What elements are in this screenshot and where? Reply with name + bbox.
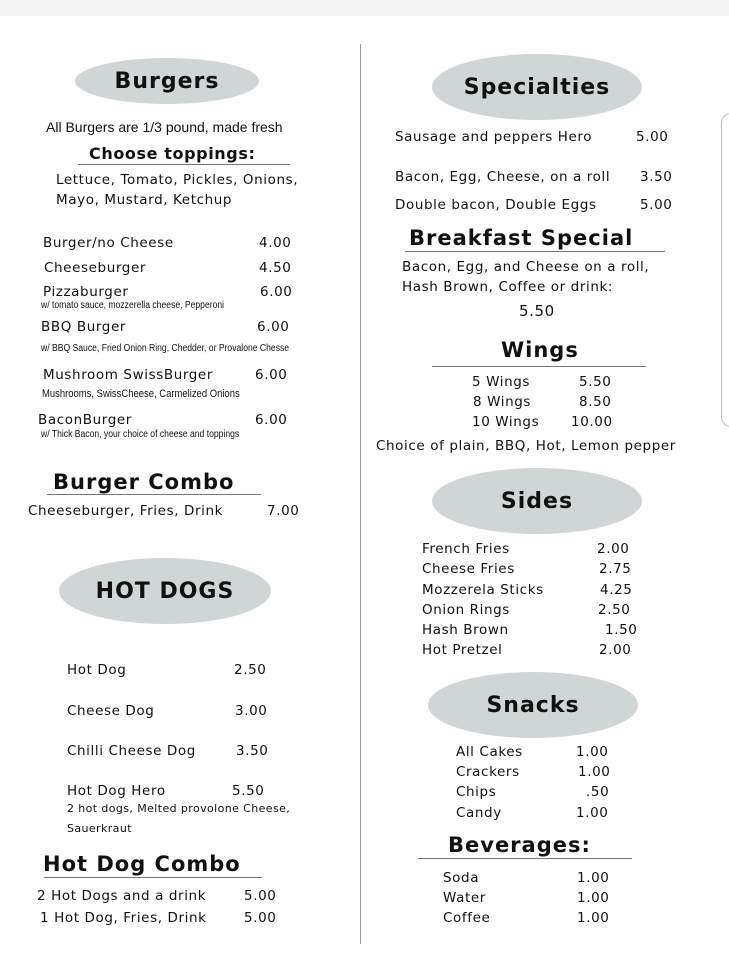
menu-item-name: Hot Dog (67, 662, 127, 678)
beverages-title: Beverages: (448, 833, 591, 857)
menu-item-name: 2 Hot Dogs and a drink (37, 888, 207, 904)
menu-item-price: 5.00 (244, 888, 277, 904)
menu-item-price: 2.50 (234, 662, 267, 678)
menu-item-price: 6.00 (257, 319, 290, 335)
menu-item-price: 1.00 (578, 764, 611, 780)
menu-item-price: .50 (586, 784, 610, 800)
menu-item-price: 4.00 (259, 235, 292, 251)
menu-item-price: 1.00 (577, 910, 610, 926)
breakfast-special-rule (405, 251, 665, 252)
menu-item-name: Burger/no Cheese (43, 235, 174, 251)
toppings-line-2: Mayo, Mustard, Ketchup (56, 192, 233, 208)
breakfast-line-2: Hash Brown, Coffee or drink: (402, 279, 614, 295)
burgers-title: Burgers (75, 58, 259, 104)
menu-item-price: 3.50 (236, 743, 269, 759)
menu-item-name: Candy (456, 805, 502, 821)
menu-item-price: 5.00 (636, 129, 669, 145)
menu-item-desc: w/ Thick Bacon, your choice of cheese and toppings (41, 429, 240, 440)
beverages-rule (418, 858, 632, 859)
menu-item-name: Cheeseburger (44, 260, 146, 276)
menu-item-name: Double bacon, Double Eggs (395, 197, 597, 213)
menu-item-price: 1.00 (577, 870, 610, 886)
menu-item-name: 10 Wings (472, 414, 540, 430)
hot-dog-combo-rule (44, 877, 262, 878)
wings-note: Choice of plain, BBQ, Hot, Lemon pepper (376, 438, 676, 454)
hot-dogs-title: HOT DOGS (59, 558, 271, 624)
wings-rule (432, 366, 646, 367)
specialties-title: Specialties (432, 54, 642, 120)
column-divider (360, 44, 361, 944)
menu-item-price: 7.00 (267, 503, 300, 519)
menu-item-price: 5.00 (244, 910, 277, 926)
menu-item-price: 1.50 (605, 622, 638, 638)
toppings-title: Choose toppings: (89, 144, 256, 163)
menu-item-name: Sausage and peppers Hero (395, 129, 593, 145)
menu-item-price: 5.50 (232, 783, 265, 799)
menu-item-price: 1.00 (577, 890, 610, 906)
hot-dog-combo-title: Hot Dog Combo (43, 852, 241, 876)
breakfast-price: 5.50 (519, 302, 555, 320)
scrollbar-edge[interactable] (721, 113, 729, 427)
menu-item-name: Bacon, Egg, Cheese, on a roll (395, 169, 611, 185)
menu-item-name: Hot Dog Hero (67, 783, 166, 799)
menu-item-desc: Mushrooms, SwissCheese, Carmelized Onions (42, 388, 240, 400)
menu-item-price: 2.00 (597, 541, 630, 557)
menu-item-price: 2.75 (599, 561, 632, 577)
menu-item-price: 1.00 (576, 744, 609, 760)
menu-item-price: 10.00 (571, 414, 613, 430)
burger-combo-title: Burger Combo (53, 470, 235, 494)
menu-item-name: 8 Wings (473, 394, 532, 410)
menu-item-name: Chilli Cheese Dog (67, 743, 196, 759)
menu-item-name: Hash Brown (422, 622, 509, 638)
menu-item-name: Mozzerela Sticks (422, 582, 544, 598)
menu-item-desc: 2 hot dogs, Melted provolone Cheese, (67, 802, 291, 815)
menu-item-name: Coffee (443, 910, 491, 926)
menu-item-desc: w/ tomato sauce, mozzerella cheese, Pepperoni (41, 300, 225, 311)
breakfast-special-title: Breakfast Special (409, 226, 634, 250)
menu-item-name: Cheese Dog (67, 703, 155, 719)
menu-item-desc: Sauerkraut (67, 822, 132, 835)
menu-item-name: Soda (443, 870, 480, 886)
menu-item-price: 4.50 (259, 260, 292, 276)
menu-item-name: Water (443, 890, 486, 906)
burger-combo-rule (47, 494, 261, 495)
menu-item-name: Mushroom SwissBurger (43, 367, 213, 383)
menu-item-price: 6.00 (255, 367, 288, 383)
menu-item-name: 5 Wings (472, 374, 531, 390)
breakfast-line-1: Bacon, Egg, and Cheese on a roll, (402, 259, 650, 275)
menu-item-name: Pizzaburger (43, 284, 129, 300)
menu-item-name: Cheeseburger, Fries, Drink (28, 503, 224, 519)
menu-item-price: 2.50 (598, 602, 631, 618)
menu-item-name: All Cakes (456, 744, 523, 760)
menu-item-price: 6.00 (255, 412, 288, 428)
menu-item-price: 5.00 (640, 197, 673, 213)
burgers-note: All Burgers are 1/3 pound, made fresh (46, 119, 283, 135)
menu-item-name: 1 Hot Dog, Fries, Drink (40, 910, 207, 926)
toppings-line-1: Lettuce, Tomato, Pickles, Onions, (56, 172, 299, 188)
sides-title: Sides (432, 468, 642, 534)
menu-item-name: Crackers (456, 764, 520, 780)
menu-item-price: 3.50 (640, 169, 673, 185)
menu-item-name: Hot Pretzel (422, 642, 503, 658)
menu-item-name: BaconBurger (38, 412, 132, 428)
menu-item-price: 5.50 (579, 374, 612, 390)
menu-item-price: 6.00 (260, 284, 293, 300)
menu-item-name: Cheese Fries (422, 561, 515, 577)
menu-item-name: Chips (456, 784, 497, 800)
menu-item-name: Onion Rings (422, 602, 510, 618)
menu-item-name: BBQ Burger (41, 319, 126, 335)
menu-item-price: 2.00 (599, 642, 632, 658)
wings-title: Wings (501, 338, 579, 362)
menu-item-desc: w/ BBQ Sauce, Fried Onion Ring, Chedder, or Provalone Chesse (41, 343, 290, 354)
toppings-rule (78, 164, 290, 165)
snacks-title: Snacks (428, 672, 638, 738)
menu-item-price: 8.50 (579, 394, 612, 410)
menu-item-price: 4.25 (600, 582, 633, 598)
menu-item-price: 3.00 (235, 703, 268, 719)
menu-item-name: French Fries (422, 541, 510, 557)
top-bar (0, 0, 729, 16)
menu-item-price: 1.00 (576, 805, 609, 821)
